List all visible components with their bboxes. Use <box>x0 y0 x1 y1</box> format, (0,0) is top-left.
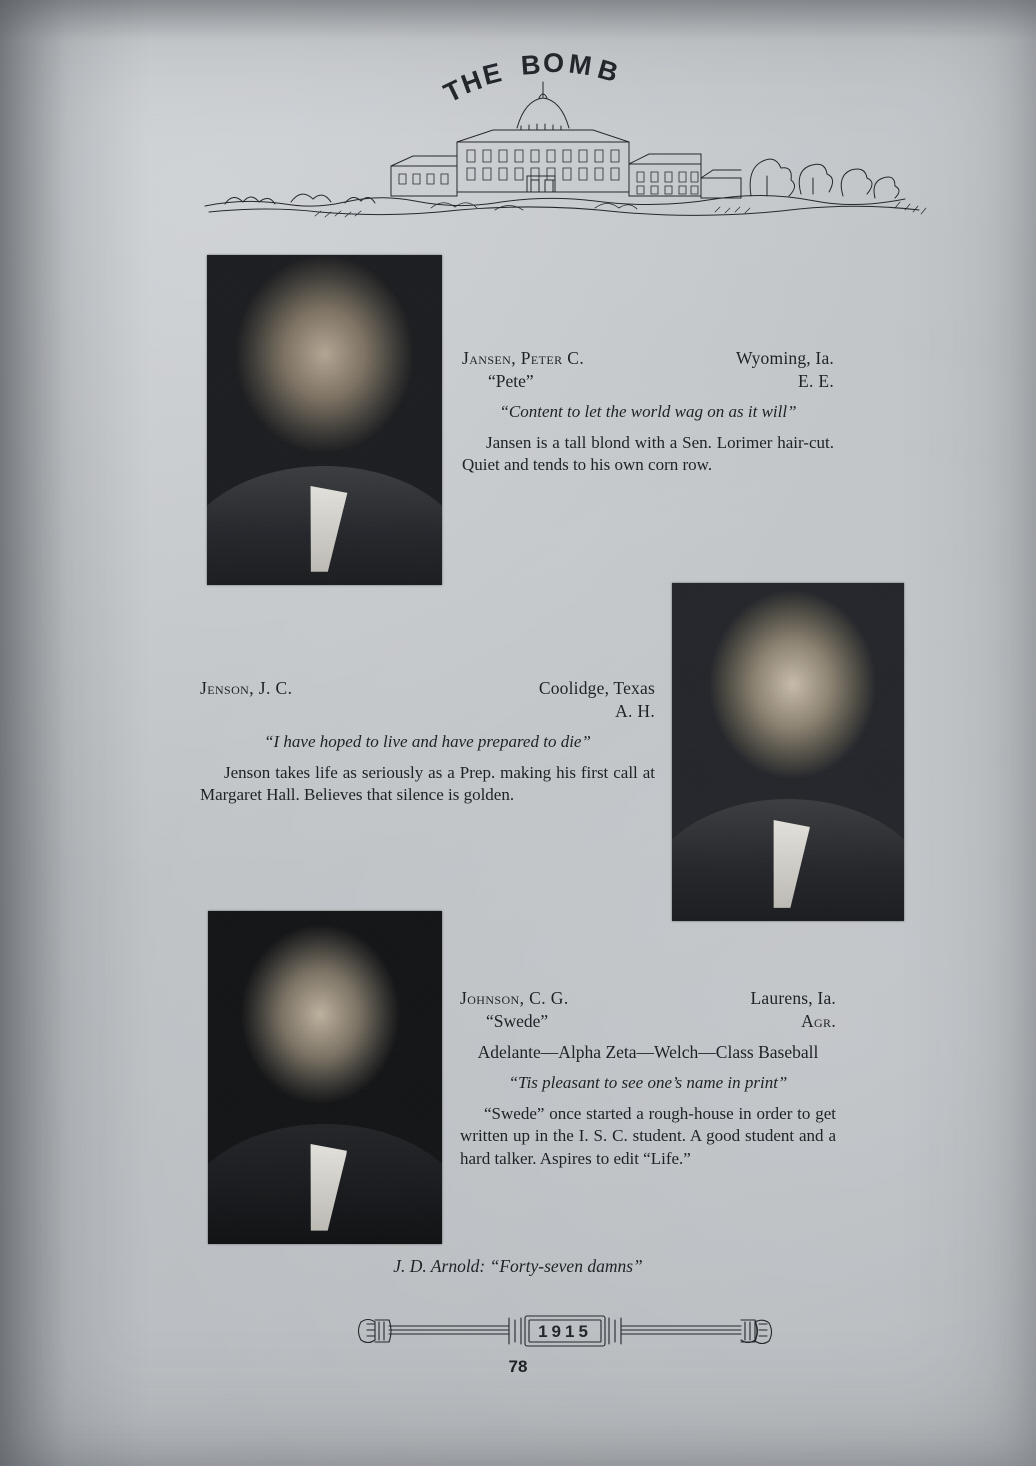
entry-text-jansen <box>462 348 834 477</box>
name-row <box>200 678 655 699</box>
hometown: Coolidge, Texas <box>538 678 655 698</box>
nickname: “Pete” <box>488 371 534 391</box>
motto-quote: “Tis pleasant to see one’s name in print” <box>508 1073 788 1092</box>
motto-quote: “Content to let the world wag on as it will” <box>499 402 797 421</box>
hometown: Wyoming, Ia. <box>735 348 834 368</box>
portrait-photo-jenson <box>672 583 904 921</box>
nickname-row <box>462 371 834 392</box>
portrait-photo-jansen <box>207 255 442 585</box>
book-title: T H E B O M B <box>439 47 623 109</box>
page-header <box>195 40 935 220</box>
department: Agr. <box>801 1011 836 1031</box>
year-ornament <box>355 1308 775 1354</box>
name-row <box>460 988 836 1009</box>
organizations: Adelante—Alpha Zeta—Welch—Class Baseball <box>477 1042 819 1062</box>
entry-text-johnson <box>460 988 836 1170</box>
footer-quote: J. D. Arnold: “Forty-seven damns” <box>393 1256 643 1276</box>
student-name: Johnson, C. G. <box>460 988 569 1008</box>
campus-building-sketch <box>195 70 935 220</box>
student-name: Jansen, Peter C. <box>462 348 585 368</box>
year-label: 1915 <box>538 1322 592 1341</box>
department: A. H. <box>615 701 655 721</box>
department: E. E. <box>797 371 834 391</box>
nickname-row <box>200 701 655 722</box>
page-number: 78 <box>508 1357 528 1376</box>
name-row <box>462 348 834 369</box>
portrait-photo-johnson <box>208 911 442 1244</box>
nickname-row <box>460 1011 836 1032</box>
page-top-shadow <box>0 0 1036 40</box>
nickname: “Swede” <box>486 1011 549 1031</box>
biography-text: “Swede” once started a rough-house in order to get written up in the I. S. C. student. A good student and a hard talker. Aspires to edit “Life.” <box>460 1104 836 1168</box>
biography-text: Jenson takes life as seriously as a Prep. making his first call at Margaret Hall. Believes that silence is golden. <box>200 763 655 805</box>
page-left-shadow <box>0 0 150 1466</box>
biography-text: Jansen is a tall blond with a Sen. Lorimer hair-cut. Quiet and tends to his own corn row. <box>462 433 834 475</box>
entry-text-jenson <box>200 678 655 807</box>
student-name: Jenson, J. C. <box>200 678 293 698</box>
motto-quote: “I have hoped to live and have prepared to die” <box>264 732 591 751</box>
hometown: Laurens, Ia. <box>750 988 836 1008</box>
